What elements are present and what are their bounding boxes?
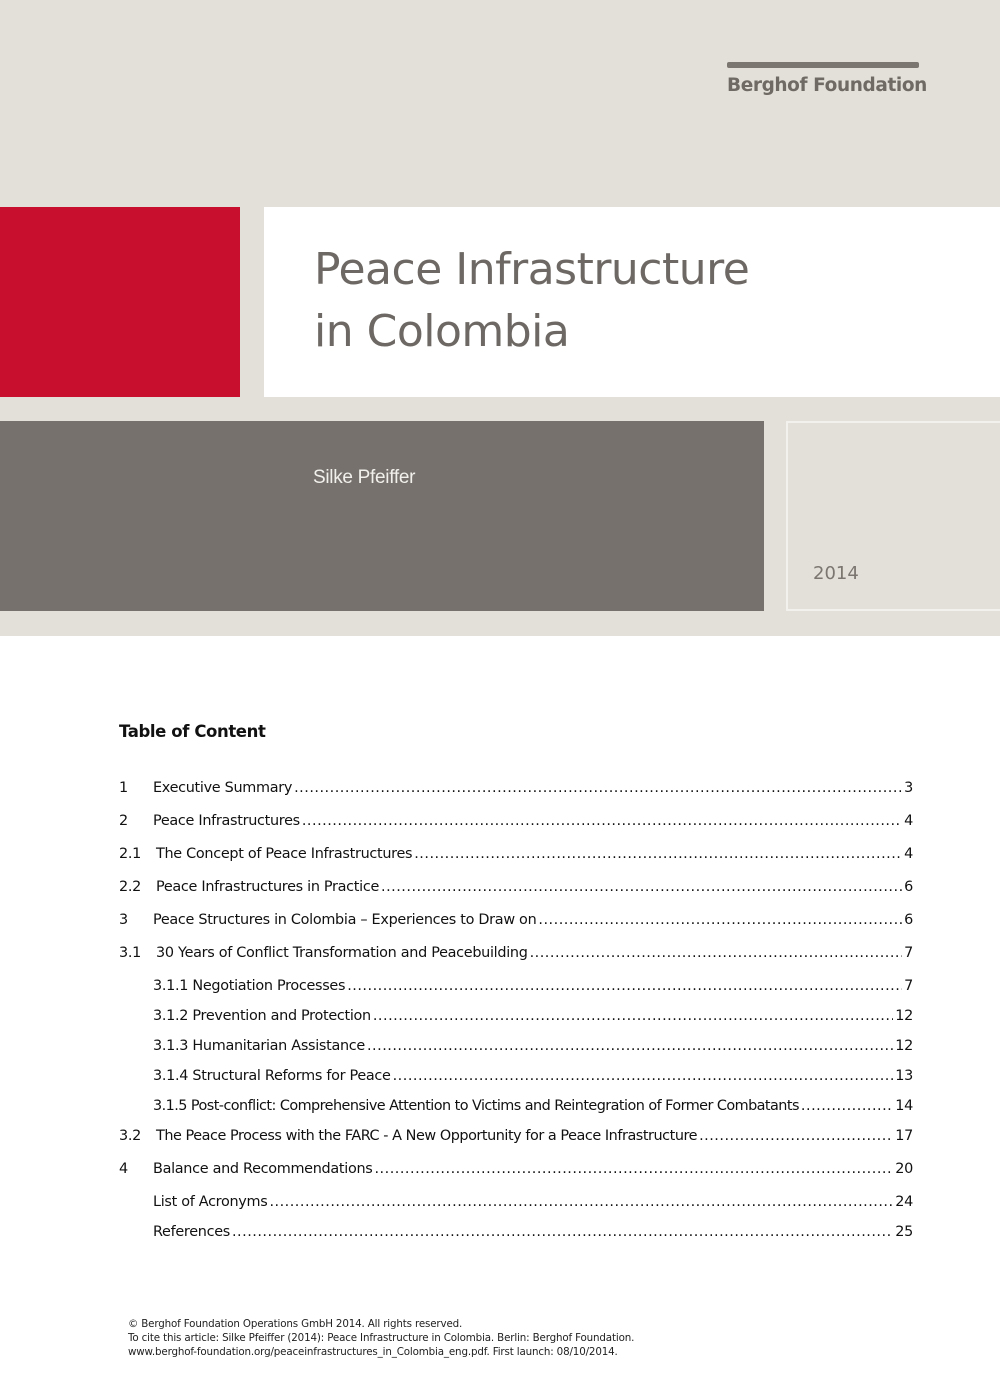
- toc-entry-title: 3.1.5 Post-conflict: Comprehensive Attention to Victims and Reintegration of Former Combatants: [153, 1098, 799, 1114]
- berghof-logo: [727, 62, 927, 96]
- cover-panel: [0, 0, 1000, 636]
- toc-entry-page: 6: [904, 912, 913, 928]
- toc-leader-dots: [302, 813, 902, 829]
- toc-entry[interactable]: [119, 1224, 913, 1246]
- toc-leader-dots: [538, 912, 902, 928]
- title-line-1: Peace Infrastructure: [314, 244, 750, 295]
- toc-entry-page: 7: [904, 978, 913, 994]
- toc-entry-title: Peace Structures in Colombia – Experiences to Draw on: [153, 912, 537, 928]
- author-panel: [0, 421, 764, 611]
- toc-entry-page: 20: [895, 1161, 913, 1177]
- toc-entry-page: 13: [895, 1068, 913, 1084]
- toc-entry-page: 12: [895, 1008, 913, 1024]
- toc-entry-page: 3: [904, 780, 913, 796]
- toc-entry[interactable]: [119, 1194, 913, 1216]
- toc-entry-number: 3: [119, 912, 128, 928]
- toc-entry-title: 3.1.3 Humanitarian Assistance: [153, 1038, 365, 1054]
- toc-entry[interactable]: [119, 1038, 913, 1060]
- toc-entry-title: 30 Years of Conflict Transformation and Peacebuilding: [156, 945, 528, 961]
- toc-entry[interactable]: [119, 1008, 913, 1030]
- toc-entry[interactable]: [119, 1128, 913, 1150]
- toc-leader-dots: [269, 1194, 893, 1210]
- toc-entry-title: References: [153, 1224, 230, 1240]
- toc-entry-title: 3.1.2 Prevention and Protection: [153, 1008, 371, 1024]
- toc-entry-page: 4: [904, 846, 913, 862]
- toc-entry-title: Executive Summary: [153, 780, 293, 796]
- year-panel: [786, 421, 1000, 611]
- toc-entry-number: 4: [119, 1161, 128, 1177]
- toc-entry-number: 2.1: [119, 846, 141, 862]
- toc-leader-dots: [367, 1038, 893, 1054]
- title-line-2: in Colombia: [314, 306, 570, 357]
- toc-leader-dots: [393, 1068, 894, 1084]
- toc-entry[interactable]: [119, 978, 913, 1000]
- toc-entry-page: 25: [895, 1224, 913, 1240]
- toc-leader-dots: [414, 846, 902, 862]
- title-box: [264, 207, 1000, 397]
- toc-leader-dots: [381, 879, 902, 895]
- toc-entry-number: 3.1: [119, 945, 141, 961]
- document-title: [314, 239, 954, 363]
- toc-leader-dots: [530, 945, 903, 961]
- toc-entry-page: 17: [895, 1128, 913, 1144]
- publication-year: 2014: [813, 563, 859, 584]
- toc-entry-title: The Peace Process with the FARC - A New Opportunity for a Peace Infrastructure: [156, 1128, 698, 1144]
- toc-entry-page: 24: [895, 1194, 913, 1210]
- toc-entry[interactable]: [119, 780, 913, 802]
- toc-entry[interactable]: [119, 1068, 913, 1090]
- toc-entry[interactable]: [119, 1098, 913, 1120]
- logo-bar-icon: [727, 62, 919, 68]
- toc-heading: Table of Content: [119, 722, 266, 741]
- footer-citation-line: To cite this article: Silke Pfeiffer (2014): Peace Infrastructure in Colombia. Berlin: Berghof Foundation.: [128, 1332, 635, 1344]
- toc-entry-page: 4: [904, 813, 913, 829]
- toc-entry[interactable]: [119, 1161, 913, 1183]
- toc-leader-dots: [373, 1008, 893, 1024]
- toc-leader-dots: [347, 978, 902, 994]
- accent-red-block: [0, 207, 240, 397]
- toc-entry-number: 2: [119, 813, 128, 829]
- toc-entry-number: 2.2: [119, 879, 141, 895]
- toc-entry-title: List of Acronyms: [153, 1194, 268, 1210]
- toc-entry-title: Peace Infrastructures: [153, 813, 300, 829]
- footer-copyright-line: © Berghof Foundation Operations GmbH 2014. All rights reserved.: [128, 1318, 463, 1330]
- toc-leader-dots: [294, 780, 902, 796]
- toc-entry[interactable]: [119, 813, 913, 835]
- toc-leader-dots: [232, 1224, 893, 1240]
- toc-leader-dots: [374, 1161, 893, 1177]
- toc-entry-title: The Concept of Peace Infrastructures: [156, 846, 413, 862]
- toc-entry-page: 7: [904, 945, 913, 961]
- toc-entry[interactable]: [119, 879, 913, 901]
- logo-text: Berghof Foundation: [727, 75, 927, 96]
- toc-entry-title: 3.1.1 Negotiation Processes: [153, 978, 346, 994]
- toc-leader-dots: [699, 1128, 893, 1144]
- toc-entry-page: 6: [904, 879, 913, 895]
- toc-entry-page: 14: [895, 1098, 913, 1114]
- toc-entry-title: 3.1.4 Structural Reforms for Peace: [153, 1068, 391, 1084]
- author-name: Silke Pfeiffer: [313, 467, 416, 488]
- toc-leader-dots: [801, 1098, 893, 1114]
- footer-url-line[interactable]: www.berghof-foundation.org/peaceinfrastructures_in_Colombia_eng.pdf. First launch: 08/10/2014.: [128, 1346, 618, 1358]
- toc-entry-number: 3.2: [119, 1128, 141, 1144]
- copyright-footer: [128, 1317, 848, 1359]
- toc-entry-number: 1: [119, 780, 128, 796]
- toc-entry-title: Balance and Recommendations: [153, 1161, 373, 1177]
- toc-entry[interactable]: [119, 846, 913, 868]
- toc-entry-page: 12: [895, 1038, 913, 1054]
- toc-entry[interactable]: [119, 912, 913, 934]
- toc-entry[interactable]: [119, 945, 913, 967]
- toc-entry-title: Peace Infrastructures in Practice: [156, 879, 379, 895]
